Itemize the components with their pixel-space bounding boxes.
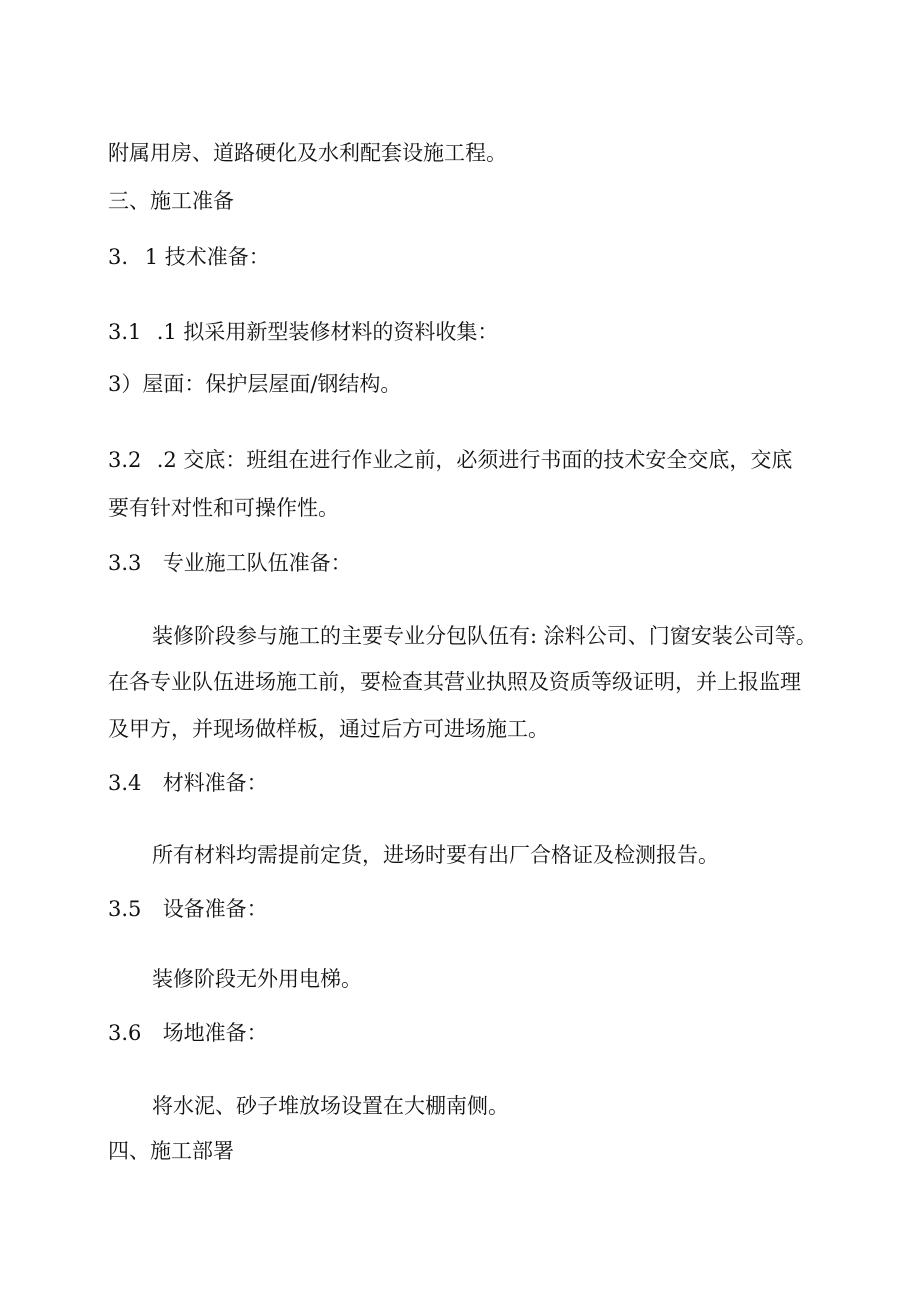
paragraph-line — [152, 965, 362, 993]
paragraph-line — [108, 715, 549, 743]
line-text: 在各专业队伍进场施工前，要检查其营业执照及资质等级证明，并上报监理 — [108, 670, 801, 694]
subsection-heading — [108, 446, 792, 474]
line-text: .2 交底：班组在进行作业之前，必须进行书面的技术安全交底，交底 — [156, 448, 793, 472]
heading-text: 场地准备： — [162, 1021, 268, 1045]
heading-text: 四、施工部署 — [108, 1139, 234, 1163]
heading-text: 专业施工队伍准备： — [162, 551, 352, 575]
section-number: 3.2 — [108, 448, 142, 472]
section-heading — [108, 187, 234, 215]
paragraph-line — [152, 841, 719, 869]
section-heading — [108, 1137, 234, 1165]
heading-text: 1 技术准备： — [144, 245, 270, 269]
section-number: 3.5 — [108, 897, 142, 921]
paragraph-line — [108, 668, 801, 696]
line-text: 装修阶段无外用电梯。 — [152, 967, 362, 991]
subsection-heading — [108, 895, 268, 923]
heading-text: .1 拟采用新型装修材料的资料收集： — [156, 320, 499, 344]
line-text: 附属用房、道路硬化及水利配套设施工程。 — [108, 141, 507, 165]
list-item — [108, 370, 401, 398]
subsection-heading — [108, 243, 270, 271]
line-text: 要有针对性和可操作性。 — [108, 496, 339, 520]
line-text: 装修阶段参与施工的主要专业分包队伍有: 涂料公司、门窗安装公司等。 — [152, 624, 817, 648]
line-text: 将水泥、砂子堆放场设置在大棚南侧。 — [152, 1094, 509, 1118]
section-number: 3.3 — [108, 551, 142, 575]
section-number: 3.1 — [108, 320, 142, 344]
subsection-heading — [108, 1019, 268, 1047]
paragraph-line — [152, 1092, 509, 1120]
heading-text: 材料准备： — [162, 771, 268, 795]
subsection-heading — [108, 549, 352, 577]
line-text: 所有材料均需提前定货，进场时要有出厂合格证及检测报告。 — [152, 843, 719, 867]
section-number: 3. — [108, 245, 129, 269]
line-text: 及甲方，并现场做样板，通过后方可进场施工。 — [108, 717, 549, 741]
paragraph-line — [108, 494, 339, 522]
line-text: 3）屋面：保护层屋面/钢结构。 — [108, 372, 402, 396]
paragraph-line — [152, 622, 817, 650]
subsection-heading — [108, 769, 268, 797]
paragraph-line — [108, 139, 507, 167]
section-number: 3.6 — [108, 1021, 142, 1045]
section-number: 3.4 — [108, 771, 142, 795]
subsection-heading — [108, 318, 498, 346]
heading-text: 设备准备： — [162, 897, 268, 921]
heading-text: 三、施工准备 — [108, 189, 234, 213]
